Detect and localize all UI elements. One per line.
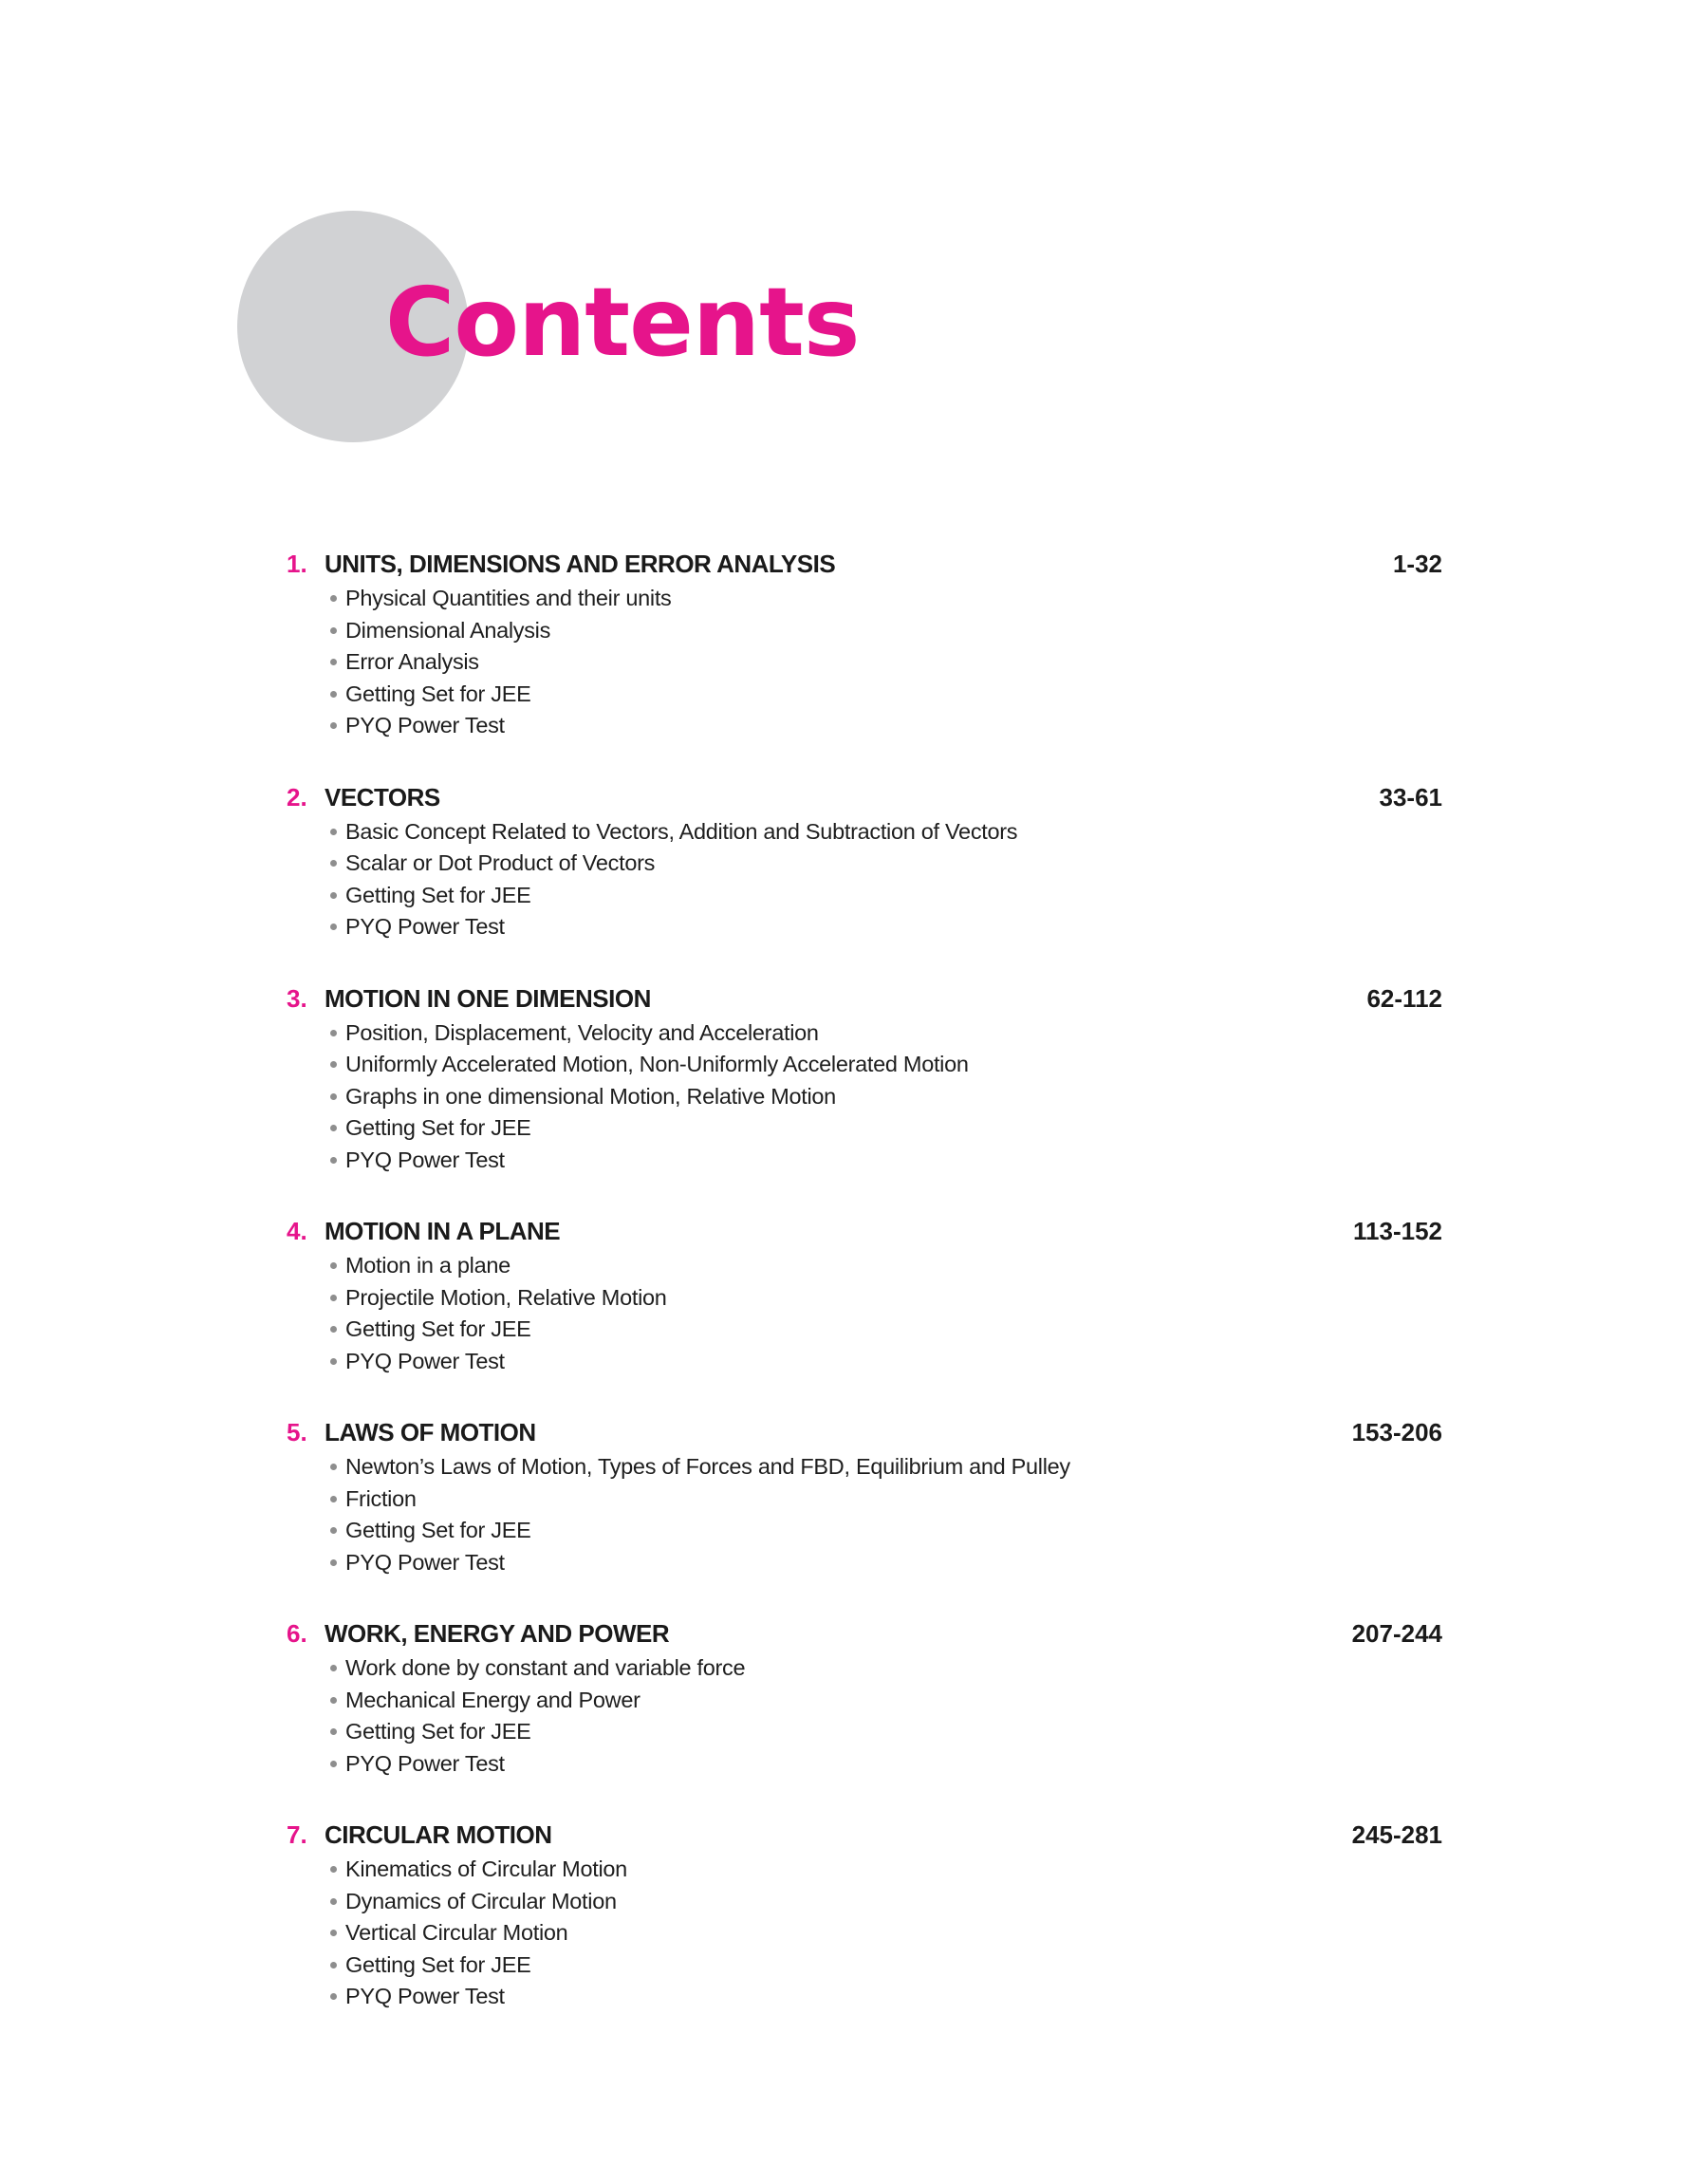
topic-item[interactable]	[328, 848, 1442, 880]
bullet-icon	[330, 1262, 337, 1269]
chapter-page-range: 153-206	[1351, 1418, 1442, 1446]
topic-label: Work done by constant and variable force	[345, 1655, 746, 1680]
chapter-page-range: 33-61	[1379, 782, 1442, 812]
topic-label: PYQ Power Test	[345, 1348, 505, 1373]
topic-label: Projectile Motion, Relative Motion	[345, 1284, 667, 1310]
topic-label: Getting Set for JEE	[345, 1951, 531, 1977]
chapter-heading[interactable]	[287, 545, 1442, 583]
chapter-title: VECTORS	[325, 782, 440, 812]
bullet-icon	[330, 595, 337, 602]
bullet-icon	[330, 1559, 337, 1566]
topic-label: Error Analysis	[345, 649, 479, 674]
bullet-icon	[330, 1728, 337, 1735]
topic-item[interactable]	[328, 1515, 1442, 1547]
topic-label: Scalar or Dot Product of Vectors	[345, 850, 656, 875]
bullet-icon	[330, 1962, 337, 1968]
topic-label: Basic Concept Related to Vectors, Addition and Subtraction of Vectors	[345, 818, 1018, 844]
topic-label: Physical Quantities and their units	[345, 586, 672, 610]
bullet-icon	[330, 829, 337, 835]
chapter-entry	[287, 1816, 1442, 2013]
topic-label: PYQ Power Test	[345, 1549, 505, 1575]
topic-list	[287, 816, 1442, 943]
bullet-icon	[330, 1295, 337, 1301]
topic-list	[287, 1652, 1442, 1780]
bullet-icon	[330, 1665, 337, 1671]
topic-label: Getting Set for JEE	[345, 1316, 531, 1341]
topic-label: PYQ Power Test	[345, 713, 505, 737]
chapter-heading[interactable]	[287, 1413, 1442, 1451]
topic-item[interactable]	[328, 1886, 1442, 1918]
bullet-icon	[330, 627, 337, 634]
topic-item[interactable]	[328, 1049, 1442, 1081]
topic-item[interactable]	[328, 1950, 1442, 1982]
topic-item[interactable]	[328, 1314, 1442, 1346]
bullet-icon	[330, 1993, 337, 2000]
bullet-icon	[330, 1464, 337, 1470]
topic-item[interactable]	[328, 710, 1442, 742]
topic-item[interactable]	[328, 1854, 1442, 1886]
topic-item[interactable]	[328, 1282, 1442, 1315]
topic-label: Getting Set for JEE	[345, 1719, 531, 1744]
topic-item[interactable]	[328, 646, 1442, 679]
bullet-icon	[330, 1125, 337, 1131]
bullet-icon	[330, 1157, 337, 1164]
topic-item[interactable]	[328, 1451, 1442, 1483]
chapter-heading[interactable]	[287, 1212, 1442, 1250]
topic-label: Dimensional Analysis	[345, 617, 551, 643]
chapter-title: CIRCULAR MOTION	[325, 1820, 552, 1849]
topic-label: PYQ Power Test	[345, 1147, 505, 1172]
bullet-icon	[330, 1527, 337, 1534]
topic-label: Getting Set for JEE	[345, 882, 531, 907]
topic-label: Getting Set for JEE	[345, 1115, 531, 1140]
topic-list	[287, 583, 1442, 742]
chapter-number: 4.	[287, 1217, 307, 1245]
chapter-page-range: 113-152	[1353, 1217, 1442, 1245]
topic-item[interactable]	[328, 816, 1442, 849]
topic-item[interactable]	[328, 911, 1442, 943]
topic-label: Position, Displacement, Velocity and Acceleration	[345, 1019, 819, 1045]
chapter-page-range: 245-281	[1351, 1820, 1442, 1849]
chapter-heading[interactable]	[287, 778, 1442, 816]
chapter-page-range: 62-112	[1366, 983, 1442, 1013]
bullet-icon	[330, 924, 337, 930]
bullet-icon	[330, 1358, 337, 1365]
chapter-entry	[287, 778, 1442, 943]
topic-item[interactable]	[328, 1748, 1442, 1781]
chapter-entry	[287, 1212, 1442, 1377]
chapter-number: 5.	[287, 1418, 307, 1446]
chapter-number: 3.	[287, 983, 307, 1013]
topic-item[interactable]	[328, 1017, 1442, 1050]
topic-label: Mechanical Energy and Power	[345, 1687, 640, 1712]
bullet-icon	[330, 1326, 337, 1333]
bullet-icon	[330, 1496, 337, 1502]
chapter-heading[interactable]	[287, 1816, 1442, 1854]
topic-label: PYQ Power Test	[345, 1750, 505, 1776]
topic-item[interactable]	[328, 679, 1442, 711]
contents-heading	[237, 211, 901, 448]
bullet-icon	[330, 860, 337, 867]
bullet-icon	[330, 722, 337, 729]
topic-list	[287, 1017, 1442, 1177]
chapter-title: UNITS, DIMENSIONS AND ERROR ANALYSIS	[325, 550, 836, 578]
topic-item[interactable]	[328, 1685, 1442, 1717]
bullet-icon	[330, 1093, 337, 1100]
bullet-icon	[330, 659, 337, 665]
chapter-number: 6.	[287, 1619, 307, 1648]
chapter-entry	[287, 1614, 1442, 1780]
topic-item[interactable]	[328, 1981, 1442, 2013]
bullet-icon	[330, 892, 337, 899]
topic-item[interactable]	[328, 880, 1442, 912]
topic-label: Motion in a plane	[345, 1253, 511, 1278]
topic-item[interactable]	[328, 1917, 1442, 1950]
chapter-title: LAWS OF MOTION	[325, 1418, 536, 1446]
topic-item[interactable]	[328, 1716, 1442, 1748]
topic-label: Friction	[345, 1485, 417, 1511]
chapter-heading[interactable]	[287, 1614, 1442, 1652]
topic-item[interactable]	[328, 1250, 1442, 1282]
bullet-icon	[330, 1930, 337, 1936]
topic-label: Getting Set for JEE	[345, 681, 531, 706]
topic-list	[287, 1451, 1442, 1578]
topic-label: Uniformly Accelerated Motion, Non-Uniformly Accelerated Motion	[345, 1052, 969, 1076]
topic-item[interactable]	[328, 1547, 1442, 1579]
chapter-page-range: 1-32	[1392, 550, 1442, 578]
chapter-title: MOTION IN A PLANE	[325, 1217, 561, 1245]
topic-item[interactable]	[328, 1483, 1442, 1516]
chapter-number: 1.	[287, 550, 307, 578]
topic-list	[287, 1250, 1442, 1377]
chapter-number: 2.	[287, 782, 307, 812]
bullet-icon	[330, 1061, 337, 1068]
topic-label: Getting Set for JEE	[345, 1518, 531, 1542]
chapter-entry	[287, 545, 1442, 742]
chapter-title: WORK, ENERGY AND POWER	[325, 1619, 670, 1648]
page-title: Contents	[385, 267, 860, 378]
topic-label: PYQ Power Test	[345, 1984, 505, 2008]
topic-item[interactable]	[328, 1081, 1442, 1113]
bullet-icon	[330, 1030, 337, 1036]
topic-item[interactable]	[328, 615, 1442, 647]
chapter-heading[interactable]	[287, 980, 1442, 1017]
chapter-entry	[287, 980, 1442, 1177]
topic-item[interactable]	[328, 1652, 1442, 1685]
chapter-number: 7.	[287, 1820, 307, 1849]
bullet-icon	[330, 691, 337, 698]
topic-label: PYQ Power Test	[345, 914, 505, 939]
topic-label: Dynamics of Circular Motion	[345, 1888, 617, 1913]
topic-item[interactable]	[328, 1112, 1442, 1145]
topic-item[interactable]	[328, 1145, 1442, 1177]
bullet-icon	[330, 1898, 337, 1905]
topic-item[interactable]	[328, 583, 1442, 615]
topic-label: Newton’s Laws of Motion, Types of Forces and FBD, Equilibrium and Pulley	[345, 1454, 1070, 1479]
topic-label: Vertical Circular Motion	[345, 1920, 568, 1945]
topic-item[interactable]	[328, 1346, 1442, 1378]
topic-label: Graphs in one dimensional Motion, Relative Motion	[345, 1083, 836, 1109]
table-of-contents	[287, 545, 1442, 2049]
chapter-page-range: 207-244	[1351, 1619, 1442, 1648]
bullet-icon	[330, 1866, 337, 1873]
bullet-icon	[330, 1697, 337, 1704]
chapter-entry	[287, 1413, 1442, 1578]
chapter-title: MOTION IN ONE DIMENSION	[325, 983, 651, 1013]
bullet-icon	[330, 1761, 337, 1767]
topic-list	[287, 1854, 1442, 2013]
topic-label: Kinematics of Circular Motion	[345, 1856, 627, 1881]
